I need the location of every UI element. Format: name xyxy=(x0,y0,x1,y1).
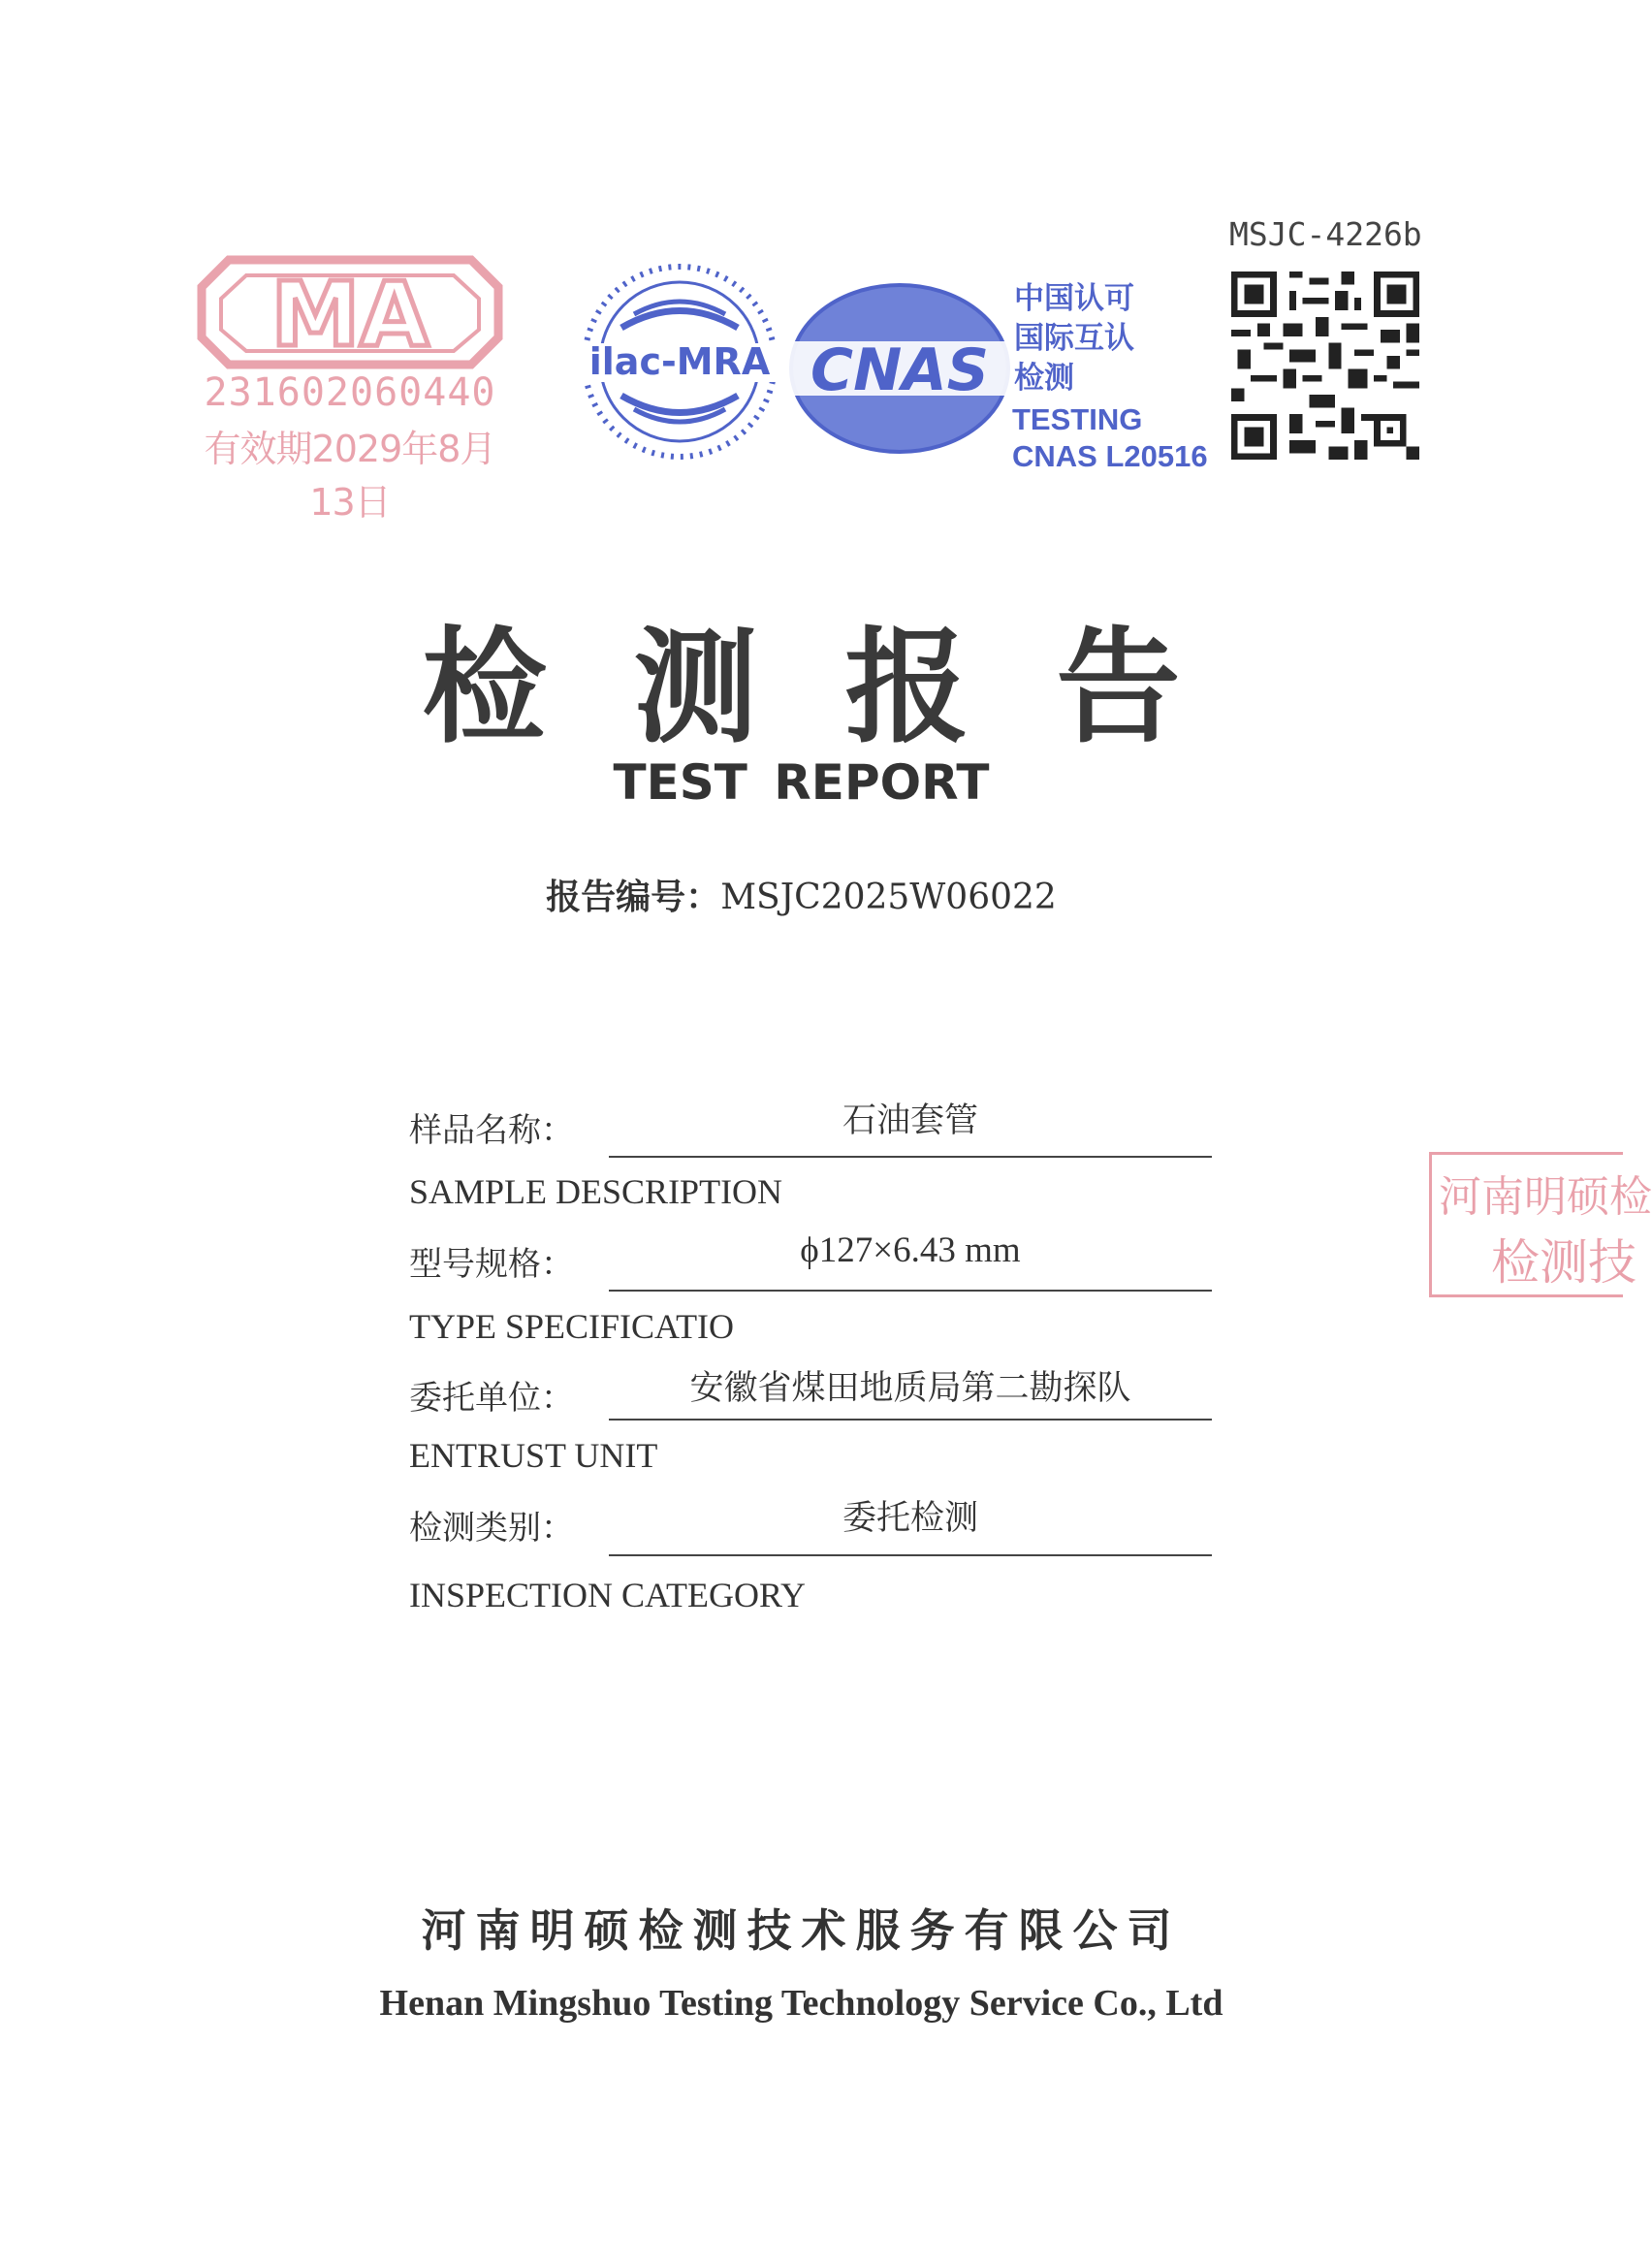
entrust-underline xyxy=(609,1419,1212,1421)
category-label-cn: 检测类别： xyxy=(409,1509,574,1548)
cnas-en-text xyxy=(1012,401,1208,475)
cnas-testing-label: TESTING xyxy=(1012,402,1143,436)
company-name-en: Henan Mingshuo Testing Technology Service Co., Ltd xyxy=(379,1983,1223,2024)
cma-logo-text: MA xyxy=(270,263,429,367)
report-number-label: 报告编号： xyxy=(546,878,721,917)
sample-underline xyxy=(609,1156,1212,1158)
report-title-cn: 检测报告 xyxy=(422,615,1268,760)
cnas-cn-line: 国际互认 xyxy=(1014,321,1134,356)
report-title-en: TEST REPORT xyxy=(613,754,990,811)
ilac-mra-logo-text: ilac-MRA xyxy=(588,340,771,383)
category-value: 委托检测 xyxy=(842,1499,978,1538)
type-label-cn: 型号规格： xyxy=(409,1245,574,1284)
category-label-en: INSPECTION CATEGORY xyxy=(409,1576,807,1614)
seal-text-line: 检测技 xyxy=(1491,1234,1636,1291)
qr-code-icon xyxy=(1231,271,1419,460)
entrust-label-cn: 委托单位： xyxy=(409,1379,574,1418)
sample-label-en: SAMPLE DESCRIPTION xyxy=(409,1172,783,1211)
type-label-en: TYPE SPECIFICATIO xyxy=(409,1307,735,1346)
cnas-cn-text xyxy=(1014,279,1150,399)
sample-value: 石油套管 xyxy=(842,1102,978,1140)
cnas-logo xyxy=(783,281,1016,456)
document-code: MSJC-4226b xyxy=(1229,215,1422,253)
cnas-logo-text: CNAS xyxy=(810,336,989,404)
cnas-cn-line: 中国认可 xyxy=(1014,281,1134,316)
seal-text-line: 河南明硕检 xyxy=(1439,1172,1652,1222)
category-underline xyxy=(609,1554,1212,1556)
entrust-value: 安徽省煤田地质局第二勘探队 xyxy=(689,1369,1131,1408)
type-underline xyxy=(609,1290,1212,1292)
sample-label-cn: 样品名称： xyxy=(409,1111,574,1150)
cnas-cn-line: 检测 xyxy=(1014,361,1074,396)
cnas-accreditation-number: CNAS L20516 xyxy=(1012,439,1208,473)
company-name-cn: 河南明硕检测技术服务有限公司 xyxy=(421,1904,1182,1957)
report-number xyxy=(0,870,1603,919)
cma-validity: 有效期2029年8月13日 xyxy=(204,428,496,524)
entrust-label-en: ENTRUST UNIT xyxy=(409,1436,658,1475)
cma-number: 231602060440 xyxy=(204,370,496,415)
report-number-value: MSJC2025W06022 xyxy=(720,878,1057,917)
ilac-mra-logo xyxy=(578,260,781,463)
type-value: ϕ127×6.43 mm xyxy=(800,1230,1021,1270)
